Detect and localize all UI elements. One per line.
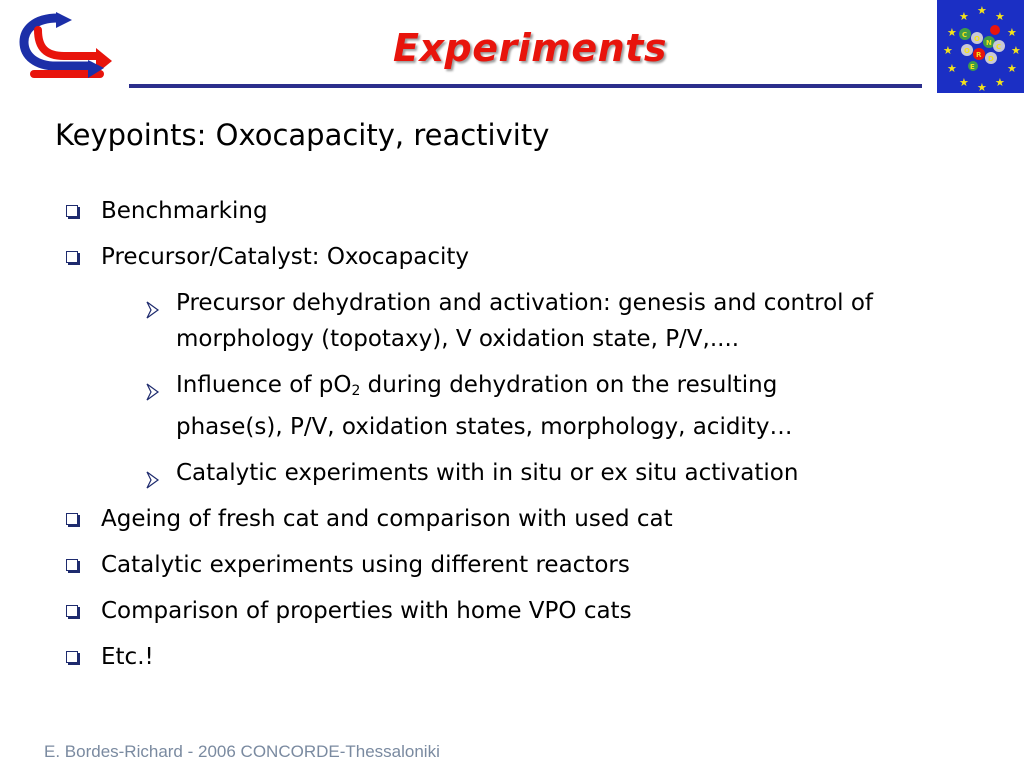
slide-subtitle: Keypoints: Oxocapacity, reactivity	[55, 118, 550, 152]
sub-bullet-item	[146, 367, 994, 445]
bullet-list	[64, 193, 994, 685]
arrow-bullet-icon	[146, 464, 160, 482]
svg-text:★: ★	[959, 10, 969, 23]
bullet-text: Catalytic experiments using different reactors	[101, 552, 630, 578]
bullet-item	[64, 639, 994, 675]
svg-text:★: ★	[995, 76, 1005, 89]
sub-bullet-item	[146, 455, 994, 491]
logo-letter: O	[974, 35, 980, 43]
svg-text:★: ★	[977, 4, 987, 17]
logo-letter: O	[964, 47, 970, 55]
svg-text:★: ★	[1011, 44, 1021, 57]
svg-text:★: ★	[977, 81, 987, 93]
slide-title: Experiments	[393, 26, 667, 70]
square-bullet-icon	[66, 605, 78, 617]
bullet-item	[64, 547, 994, 583]
bullet-item	[64, 239, 994, 275]
bullet-text: morphology (topotaxy), V oxidation state, P/V,....	[176, 326, 740, 352]
title-divider	[129, 84, 922, 88]
bullet-text: Comparison of properties with home VPO cats	[101, 598, 632, 624]
svg-text:★: ★	[959, 76, 969, 89]
square-bullet-icon	[66, 513, 78, 525]
bullet-text: Precursor dehydration and activation: genesis and control of	[176, 290, 874, 316]
bullet-item	[64, 593, 994, 629]
subscript: 2	[351, 383, 361, 399]
bullet-text: Etc.!	[101, 644, 154, 670]
square-bullet-icon	[66, 651, 78, 663]
arrow-bullet-icon	[146, 294, 160, 312]
bullet-text: during dehydration on the resulting	[360, 372, 778, 398]
bullet-text: phase(s), P/V, oxidation states, morphology, acidity…	[176, 414, 793, 440]
svg-text:★: ★	[947, 26, 957, 39]
bullet-text: Precursor/Catalyst: Oxocapacity	[101, 244, 470, 270]
bullet-text: Influence of pO	[176, 372, 352, 398]
square-bullet-icon	[66, 251, 78, 263]
svg-text:★: ★	[943, 44, 953, 57]
bullet-text: Catalytic experiments with in situ or ex situ activation	[176, 460, 799, 486]
sub-bullet-item	[146, 285, 994, 357]
svg-text:★: ★	[1007, 62, 1017, 75]
bullet-text: Benchmarking	[101, 198, 268, 224]
svg-text:★: ★	[995, 10, 1005, 23]
bullet-item	[64, 193, 994, 229]
logo-letter: N	[986, 39, 992, 47]
bullet-text: Ageing of fresh cat and comparison with used cat	[101, 506, 673, 532]
logo-letter: C	[996, 43, 1002, 51]
logo-letter: E	[970, 63, 975, 71]
square-bullet-icon	[66, 559, 78, 571]
svg-text:★: ★	[947, 62, 957, 75]
slide-footer: E. Bordes-Richard - 2006 CONCORDE-Thessaloniki	[44, 742, 440, 761]
logo-letter: D	[988, 55, 994, 63]
square-bullet-icon	[66, 205, 78, 217]
arrow-bullet-icon	[146, 376, 160, 394]
bullet-item	[64, 501, 994, 537]
logo-letter: R	[976, 51, 982, 59]
logo-letter: C	[962, 31, 968, 39]
svg-text:★: ★	[1007, 26, 1017, 39]
